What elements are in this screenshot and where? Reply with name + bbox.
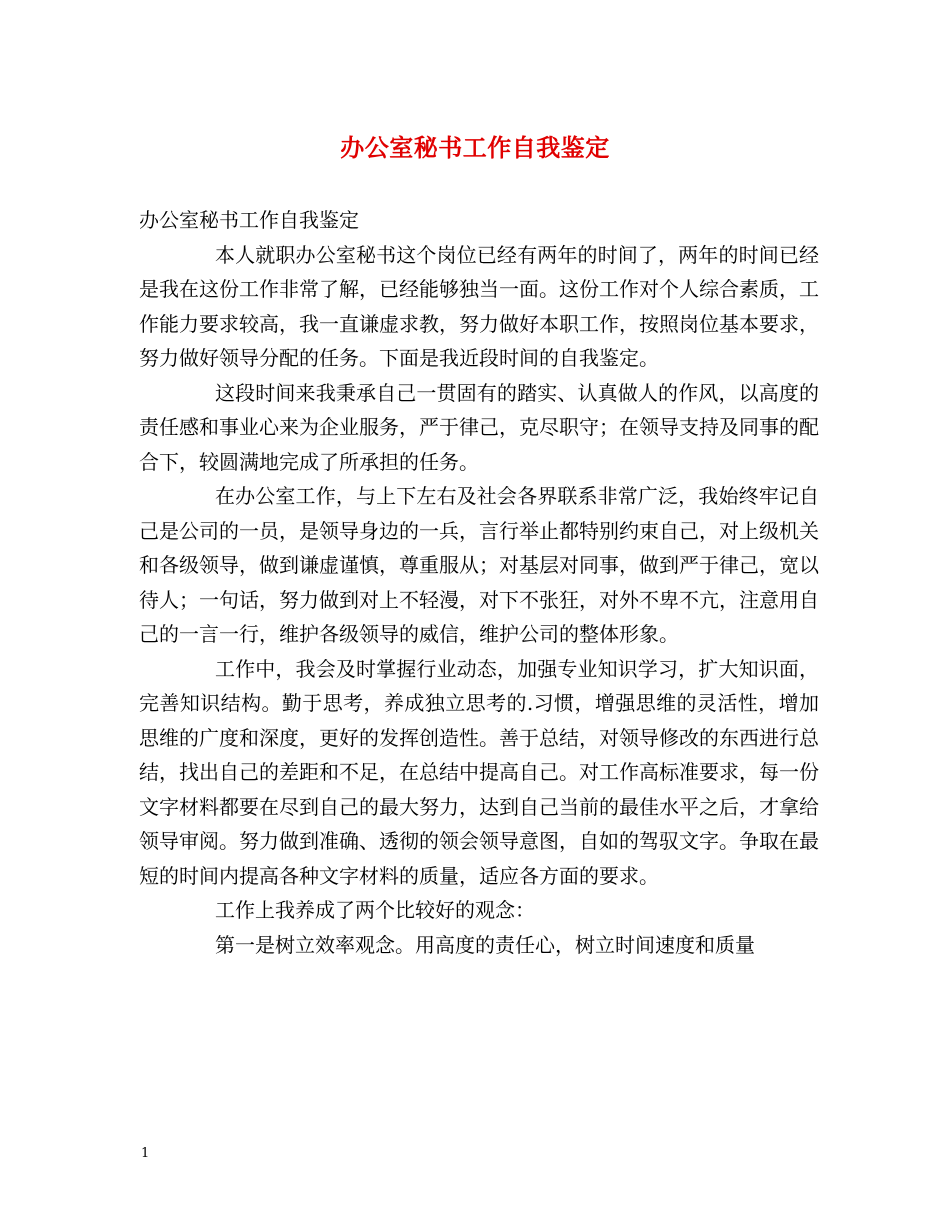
paragraph-1: 本人就职办公室秘书这个岗位已经有两年的时间了，两年的时间已经是我在这份工作非常了解，已经能够独当一面。这份工作对个人综合素质，工作能力要求较高，我一直谦虚求教，努力做好本职工作，按照岗位基本要求，努力做好领导分配的任务。下面是我近段时间的自我鉴定。 [139,242,819,370]
document-subtitle: 办公室秘书工作自我鉴定 [139,208,359,232]
paragraph-3: 在办公室工作，与上下左右及社会各界联系非常广泛，我始终牢记自己是公司的一员，是领导身边的一兵，言行举止都特别约束自己，对上级机关和各级领导，做到谦虚谨慎，尊重服从；对基层对同事，做到严于律己，宽以待人；一句话，努力做到对上不轻漫，对下不张狂，对外不卑不亢，注意用自己的一言一行，维护各级领导的威信，维护公司的整体形象。 [139,484,819,646]
document-title: 办公室秘书工作自我鉴定 [340,133,610,162]
page-number: 1 [141,1146,150,1161]
paragraph-6: 第一是树立效率观念。用高度的责任心，树立时间速度和质量 [215,932,755,957]
paragraph-4: 工作中，我会及时掌握行业动态，加强专业知识学习，扩大知识面，完善知识结构。勤于思考，养成独立思考的.习惯，增强思维的灵活性，增加思维的广度和深度，更好的发挥创造性。善于总结，对领导修改的东西进行总结，找出自己的差距和不足，在总结中提高自己。对工作高标准要求，每一份文字材料都要在尽到自己的最大努力，达到自己当前的最佳水平之后，才拿给领导审阅。努力做到准确、透彻的领会领导意图，自如的驾驭文字。争取在最短的时间内提高各种文字材料的质量，适应各方面的要求。 [139,656,819,888]
paragraph-2: 这段时间来我秉承自己一贯固有的踏实、认真做人的作风，以高度的责任感和事业心来为企业服务，严于律己，克尽职守；在领导支持及同事的配合下，较圆满地完成了所承担的任务。 [139,380,819,474]
document-body [139,203,819,962]
paragraph-5: 工作上我养成了两个比较好的观念： [215,898,535,922]
